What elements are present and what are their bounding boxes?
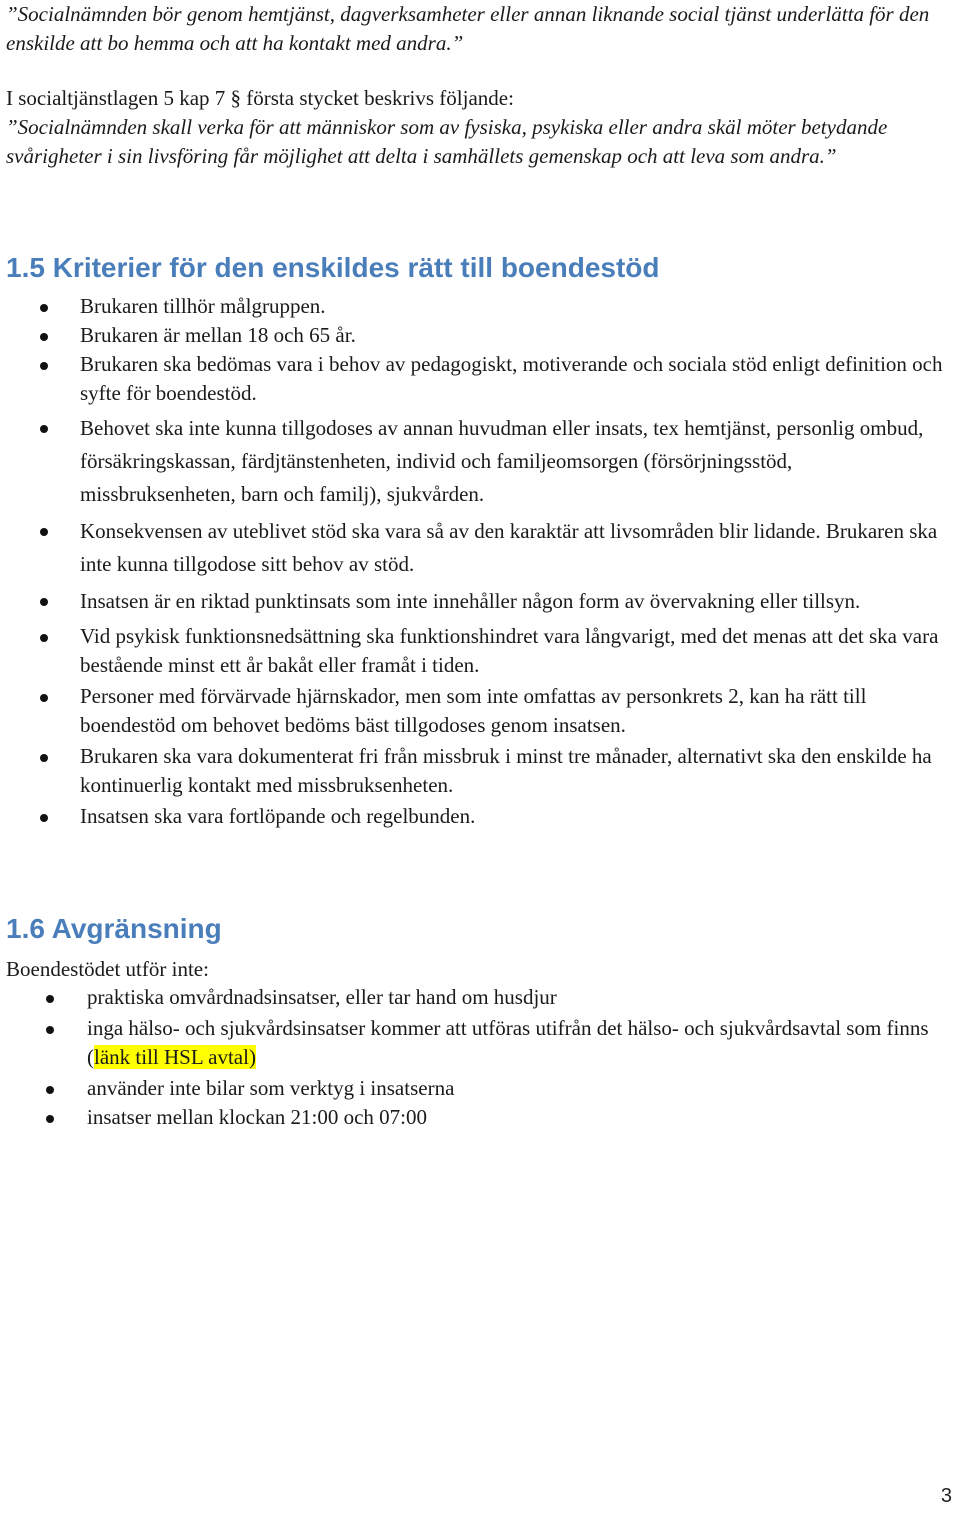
bullet-icon [40, 304, 48, 312]
bullet-icon [46, 1086, 54, 1094]
list-item-text: Brukaren är mellan 18 och 65 år. [80, 323, 356, 347]
limitations-list [0, 983, 952, 1132]
list-item [0, 350, 952, 408]
bullet-icon [46, 1026, 54, 1034]
quote-social-services: ”Socialnämnden skall verka för att människor som av fysiska, psykiska eller andra skäl möter betydande svårigheter i sin livsföring får möjlighet att delta i samhällets gemenskap och att leva som andra.” [6, 115, 888, 168]
page-number: 3 [940, 1485, 952, 1507]
bullet-icon [40, 634, 48, 642]
list-item-text: Brukaren ska bedömas vara i behov av pedagogiskt, motiverande och sociala stöd enligt definition och syfte för boendestöd. [80, 352, 943, 405]
list-item-text: Brukaren ska vara dokumenterat fri från missbruk i minst tre månader, alternativt ska den enskilde ha kontinuerlig kontakt med missbruksenheten. [80, 744, 932, 797]
bullet-icon [40, 528, 48, 536]
list-item-text: använder inte bilar som verktyg i insatserna [87, 1076, 455, 1100]
bullet-icon [46, 1115, 54, 1123]
list-item [0, 585, 952, 618]
list-item [0, 983, 952, 1012]
list-item [0, 1014, 952, 1072]
bullet-icon [40, 754, 48, 762]
bullet-icon [40, 362, 48, 370]
list-item-text: Brukaren tillhör målgruppen. [80, 294, 326, 318]
list-item-text: Insatsen är en riktad punktinsats som inte innehåller någon form av övervakning eller tillsyn. [80, 589, 861, 613]
list-item [0, 682, 952, 740]
bullet-icon [40, 598, 48, 606]
list-item [0, 622, 952, 680]
list-item [0, 1074, 952, 1103]
list-item-text: Insatsen ska vara fortlöpande och regelbunden. [80, 804, 476, 828]
list-item [0, 412, 952, 511]
law-reference: I socialtjänstlagen 5 kap 7 § första stycket beskrivs följande: [6, 86, 514, 110]
quote-home-care: ”Socialnämnden bör genom hemtjänst, dagverksamheter eller annan liknande social tjänst underlätta för den enskilde att bo hemma och att ha kontakt med andra.” [6, 2, 930, 55]
bullet-icon [40, 425, 48, 433]
list-item-text: Konsekvensen av uteblivet stöd ska vara så av den karaktär att livsområden blir lidande. Brukaren ska inte kunna tillgodose sitt behov av stöd. [80, 519, 938, 576]
heading-criteria: 1.5 Kriterier för den enskildes rätt till boendestöd [6, 252, 660, 283]
hsl-agreement-link[interactable]: länk till HSL avtal) [94, 1045, 256, 1069]
list-item-text: insatser mellan klockan 21:00 och 07:00 [87, 1105, 428, 1129]
bullet-icon [46, 995, 54, 1003]
list-item [0, 515, 952, 581]
list-item [0, 292, 952, 321]
list-item [0, 321, 952, 350]
bullet-icon [40, 814, 48, 822]
heading-limitations: 1.6 Avgränsning [6, 913, 222, 944]
list-item [0, 802, 952, 831]
list-item-text: inga hälso- och sjukvårdsinsatser kommer att utföras utifrån det hälso- och sjukvårdsavtal som finns ( [87, 1016, 929, 1069]
bullet-icon [40, 694, 48, 702]
list-item [0, 742, 952, 800]
list-item-text: Personer med förvärvade hjärnskador, men som inte omfattas av personkrets 2, kan ha rätt till boendestöd om behovet bedöms bäst tillgodoses genom insatsen. [80, 684, 867, 737]
list-item [0, 1103, 952, 1132]
limitations-lead: Boendestödet utför inte: [6, 957, 209, 981]
bullet-icon [40, 333, 48, 341]
list-item-text: praktiska omvårdnadsinsatser, eller tar hand om husdjur [87, 985, 557, 1009]
list-item-text: Vid psykisk funktionsnedsättning ska funktionshindret vara långvarigt, med det menas att det ska vara bestående minst ett år bakåt eller framåt i tiden. [80, 624, 939, 677]
criteria-list [0, 292, 952, 831]
list-item-text: Behovet ska inte kunna tillgodoses av annan huvudman eller insats, tex hemtjänst, personlig ombud, försäkringskassan, färdjtänstenheten, individ och familjeomsorgen (försörjningsstöd, missbruksenheten, barn och familj), sjukvården. [80, 416, 924, 506]
